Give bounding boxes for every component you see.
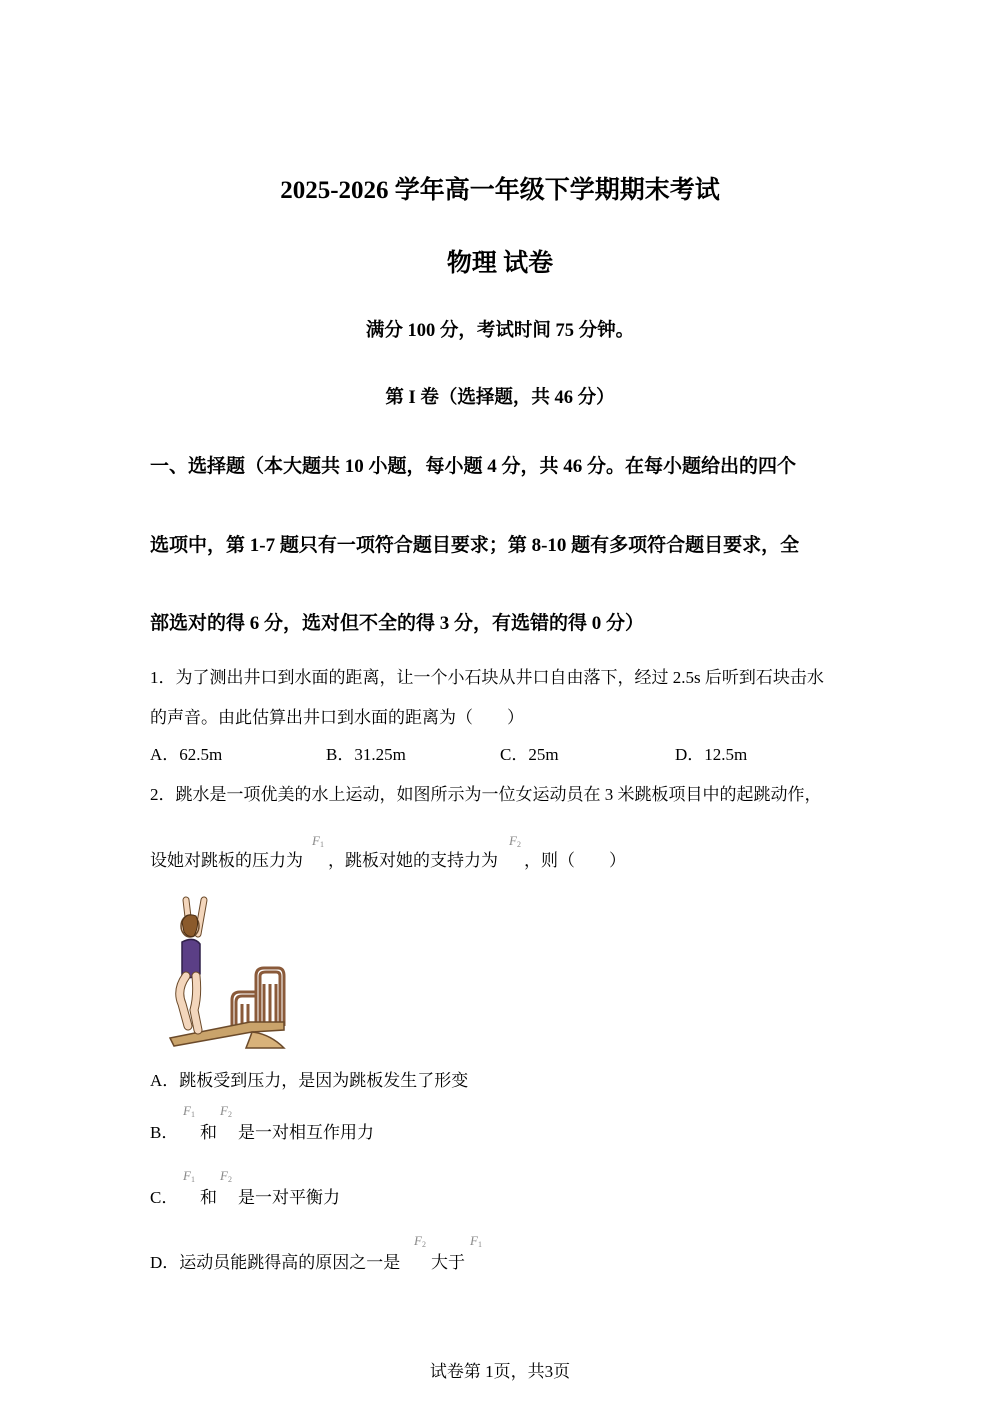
f2-symbol: $F_2$ <box>509 833 521 849</box>
q1-option-c: C．25m <box>500 745 559 764</box>
q1-stem-line1: 1．为了测出井口到水面的距离，让一个小石块从井口自由落下，经过 2.5s 后听到石块击水 <box>150 668 824 687</box>
f2-symbol: $F_2$ <box>414 1233 426 1249</box>
q2-option-b-prefix: B． <box>150 1123 179 1142</box>
q2-stem-line2a: 设她对跳板的压力为 <box>150 851 303 870</box>
q2-option-c-prefix: C． <box>150 1188 179 1207</box>
q2-option-b-suffix: 是一对相互作用力 <box>238 1123 374 1142</box>
q2-option-d-mid: 大于 <box>431 1253 465 1272</box>
q2-option-a: A．跳板受到压力，是因为跳板发生了形变 <box>150 1071 469 1090</box>
exam-info: 满分 100 分，考试时间 75 分钟。 <box>365 321 635 341</box>
q1-stem-line2: 的声音。由此估算出井口到水面的距离为（ ） <box>150 708 524 727</box>
q2-option-c-suffix: 是一对平衡力 <box>238 1188 340 1207</box>
q1-option-a: A．62.5m <box>150 745 223 764</box>
q2-option-c-mid: 和 <box>200 1188 217 1207</box>
f1-symbol: $F_1$ <box>183 1168 195 1184</box>
f1-symbol: $F_1$ <box>183 1103 195 1119</box>
q2-stem-line2b: ，跳板对她的支持力为 <box>328 851 498 870</box>
exam-subtitle: 物理 试卷 <box>446 250 554 277</box>
q1-option-b: B．31.25m <box>326 745 406 764</box>
section-instructions-line3: 部选对的得 6 分，选对但不全的得 3 分，有选错的得 0 分） <box>150 613 645 634</box>
q2-stem-line2c: ，则（ ） <box>524 851 626 870</box>
q2-option-b-mid: 和 <box>200 1123 217 1142</box>
f1-symbol: $F_1$ <box>312 833 324 849</box>
q2-stem-line1: 2．跳水是一项优美的水上运动，如图所示为一位女运动员在 3 米跳板项目中的起跳动作， <box>150 785 822 804</box>
q1-option-d: D．12.5m <box>675 745 748 764</box>
diver-illustration <box>160 892 290 1052</box>
f2-symbol: $F_2$ <box>220 1168 232 1184</box>
f2-symbol: $F_2$ <box>220 1103 232 1119</box>
part-heading: 第 I 卷（选择题，共 46 分） <box>385 388 615 408</box>
section-instructions-line2: 选项中，第 1-7 题只有一项符合题目要求；第 8-10 题有多项符合题目要求，全 <box>150 535 800 556</box>
exam-title: 2025-2026 学年高一年级下学期期末考试 <box>280 177 720 204</box>
section-instructions-line1: 一、选择题（本大题共 10 小题，每小题 4 分，共 46 分。在每小题给出的四个 <box>150 456 797 477</box>
q2-option-d-prefix: D．运动员能跳得高的原因之一是 <box>150 1253 401 1272</box>
page-footer: 试卷第 1页，共3页 <box>429 1362 571 1381</box>
f1-symbol: $F_1$ <box>470 1233 482 1249</box>
